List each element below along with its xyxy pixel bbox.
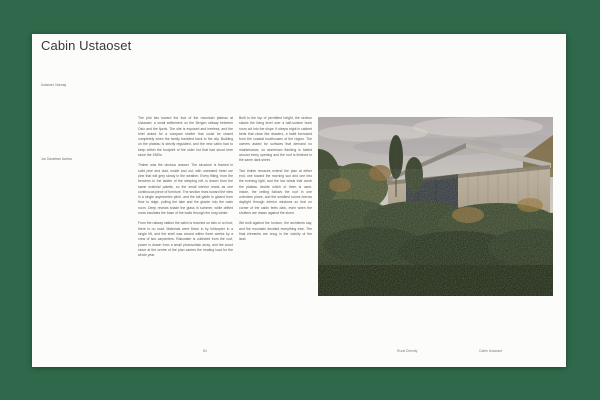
body-paragraph: Two timber terraces extend the plan at either end, one toward the morning sun and one into the evening light, and the low winds that comb the plateau decide which of them is used. Inside, the ceiling follows the roof in one unbroken plane, and the smallest rooms borrow daylight through interior windows so that no corner of the cabin feels dark, even when the shutters are drawn against the storm.	[239, 168, 312, 216]
cabin-photo	[318, 117, 553, 296]
architect-note: Jon Danielsen Aarhus	[41, 157, 73, 161]
page-number: 84	[203, 349, 207, 353]
body-paragraph: We built against the horizon, the architects say, and the mountain decided everything else. The final elements are snug in the vicinity of the land.	[239, 221, 312, 242]
body-paragraph: The plot lies toward the foot of the mountain plateau at Ustaoset, a small settlement on the Bergen railway between Oslo and the fjords. The site is exposed and treeless, and the brief asked for a compact shelter that could be closed completely when the family travelled back to the city. Building on the plateau is strictly regulated, and the new cabin had to keep within the footprint of the older hut that had stood here since the 1960s.	[138, 116, 233, 158]
page-title: Cabin Ustaoset	[41, 38, 132, 53]
location-note: Ustaoset, Norway	[41, 83, 67, 87]
footer-section-label: Rural Density	[397, 349, 418, 353]
body-paragraph: Timber was the obvious answer. The structure is framed in solid pine and clad, inside and out, with untreated heart ore pine that will grey slowly in the weather. Every fitting, from the benches to the ladder of the sleeping loft, is drawn from the same material palette, so the small interior reads as one continuous piece of furniture. The section rises toward the view in a single asymmetric pitch, and the tall gable is glazed from floor to ridge, pulling the lake and the glacier into the main room. Deep reveals shade the glass in summer, while drifted snow insulates the base of the walls through the long winter.	[138, 163, 233, 216]
body-column-2	[239, 116, 312, 306]
body-paragraph: From the railway station the cabin is reached on skis or on foot; there is no road. Materials were flown in by helicopter in a single lift, and the shell was closed within three weeks by a crew of two carpenters. Rainwater is collected from the roof, power is drawn from a small photovoltaic array, and the wood stove at the centre of the plan carries the heating load for the whole year.	[138, 221, 233, 258]
body-paragraph: Built to the top of permitted height, the section stacks the living level over a half-sunken bunk room cut into the slope. It sleeps eight in cabinet beds that close like drawers, a habit borrowed from the coastal boathouses of the region. The owners asked for surfaces that demand no maintenance, so aluminium flashing is folded around every opening and the roof is finished in the same dark sheet.	[239, 116, 312, 163]
footer-project-label: Cabin Ustaoset	[479, 349, 503, 353]
cabin-photo-illustration	[318, 117, 553, 296]
body-column-1	[138, 116, 233, 354]
magazine-page	[32, 34, 566, 367]
